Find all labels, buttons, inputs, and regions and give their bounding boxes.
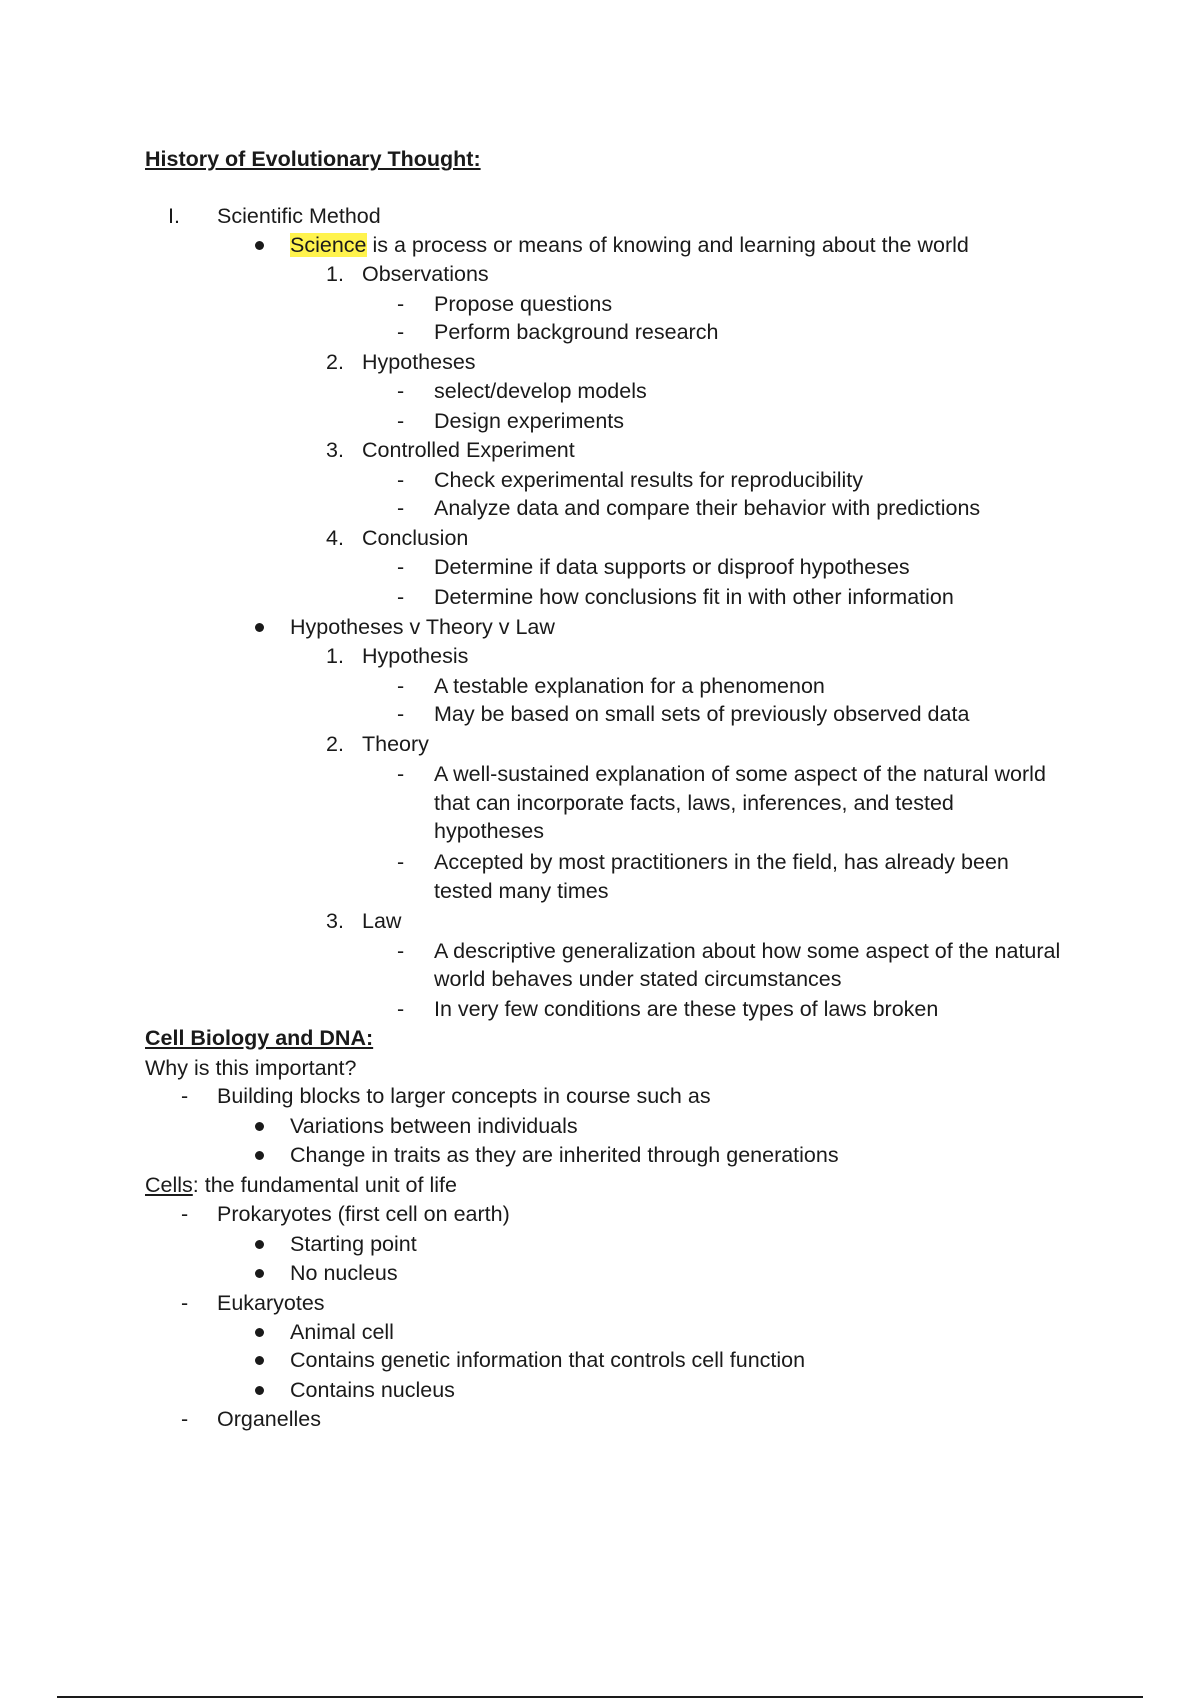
- list-item: Propose questions: [434, 292, 613, 316]
- dash-marker: -: [397, 997, 405, 1021]
- step-label: Controlled Experiment: [362, 438, 575, 462]
- definition-label: Theory: [362, 732, 429, 756]
- list-item: Accepted by most practitioners in the field, has already been: [434, 850, 1009, 874]
- list-item-continued: that can incorporate facts, laws, inferences, and tested: [434, 791, 954, 815]
- dash-marker: -: [181, 1202, 189, 1226]
- section-title: Scientific Method: [217, 204, 381, 228]
- cell-heading: Cell Biology and DNA:: [145, 1026, 374, 1050]
- dash-marker: -: [397, 496, 405, 520]
- step-number: 3.: [326, 438, 344, 462]
- dash-marker: -: [397, 762, 405, 786]
- step-number: 2.: [326, 350, 344, 374]
- list-item: Animal cell: [290, 1320, 394, 1344]
- bottom-divider: [57, 1696, 1143, 1698]
- dash-marker: -: [397, 468, 405, 492]
- list-item: A descriptive generalization about how some aspect of the natural: [434, 939, 1061, 963]
- list-item: Change in traits as they are inherited through generations: [290, 1143, 839, 1167]
- list-item: A well-sustained explanation of some aspect of the natural world: [434, 762, 1046, 786]
- bullet-icon: [255, 1151, 264, 1160]
- step-number: 1.: [326, 644, 344, 668]
- dash-marker: -: [181, 1291, 189, 1315]
- list-item: Check experimental results for reproducibility: [434, 468, 863, 492]
- bullet-icon: [255, 1356, 264, 1365]
- dash-marker: -: [397, 409, 405, 433]
- bullet-icon: [255, 1240, 264, 1249]
- roman-marker: I.: [168, 204, 180, 228]
- list-item: May be based on small sets of previously observed data: [434, 702, 970, 726]
- comparison-title: Hypotheses v Theory v Law: [290, 615, 555, 639]
- dash-marker: -: [397, 585, 405, 609]
- organelles: Organelles: [217, 1407, 321, 1431]
- list-item: Analyze data and compare their behavior with predictions: [434, 496, 981, 520]
- list-item: Determine how conclusions fit in with other information: [434, 585, 954, 609]
- cells-definition: [145, 1171, 457, 1199]
- dash-marker: -: [397, 320, 405, 344]
- bullet-icon: [255, 241, 264, 250]
- dash-marker: -: [397, 674, 405, 698]
- eukaryotes: Eukaryotes: [217, 1291, 325, 1315]
- step-label: Conclusion: [362, 526, 469, 550]
- dash-marker: -: [181, 1407, 189, 1431]
- dash-marker: -: [397, 379, 405, 403]
- list-item: Perform background research: [434, 320, 719, 344]
- building-blocks: Building blocks to larger concepts in course such as: [217, 1084, 711, 1108]
- dash-marker: -: [397, 702, 405, 726]
- bullet-icon: [255, 1122, 264, 1131]
- cells-term: Cells: [145, 1173, 193, 1197]
- list-item: Starting point: [290, 1232, 417, 1256]
- list-item-continued: tested many times: [434, 879, 609, 903]
- prokaryotes: Prokaryotes (first cell on earth): [217, 1202, 510, 1226]
- dash-marker: -: [181, 1084, 189, 1108]
- step-number: 3.: [326, 909, 344, 933]
- list-item-continued: hypotheses: [434, 819, 544, 843]
- list-item: Design experiments: [434, 409, 625, 433]
- list-item: Contains nucleus: [290, 1378, 455, 1402]
- list-item-continued: world behaves under stated circumstances: [434, 967, 842, 991]
- dash-marker: -: [397, 555, 405, 579]
- bullet-icon: [255, 1328, 264, 1337]
- science-definition-text: is a process or means of knowing and learning about the world: [366, 233, 969, 257]
- list-item: A testable explanation for a phenomenon: [434, 674, 825, 698]
- dash-marker: -: [397, 850, 405, 874]
- list-item: select/develop models: [434, 379, 647, 403]
- step-number: 2.: [326, 732, 344, 756]
- list-item: In very few conditions are these types of laws broken: [434, 997, 939, 1021]
- science-highlight: Science: [290, 233, 367, 257]
- step-number: 4.: [326, 526, 344, 550]
- history-heading: History of Evolutionary Thought:: [145, 147, 481, 171]
- list-item: Contains genetic information that controls cell function: [290, 1348, 806, 1372]
- step-label: Hypotheses: [362, 350, 476, 374]
- definition-label: Hypothesis: [362, 644, 469, 668]
- list-item: Determine if data supports or disproof hypotheses: [434, 555, 910, 579]
- dash-marker: -: [397, 939, 405, 963]
- cells-definition-text: : the fundamental unit of life: [192, 1173, 457, 1197]
- science-definition: [290, 231, 969, 259]
- bullet-icon: [255, 1386, 264, 1395]
- cell-question: Why is this important?: [145, 1056, 357, 1080]
- dash-marker: -: [397, 292, 405, 316]
- step-number: 1.: [326, 262, 344, 286]
- list-item: No nucleus: [290, 1261, 398, 1285]
- bullet-icon: [255, 623, 264, 632]
- bullet-icon: [255, 1269, 264, 1278]
- definition-label: Law: [362, 909, 402, 933]
- step-label: Observations: [362, 262, 489, 286]
- list-item: Variations between individuals: [290, 1114, 578, 1138]
